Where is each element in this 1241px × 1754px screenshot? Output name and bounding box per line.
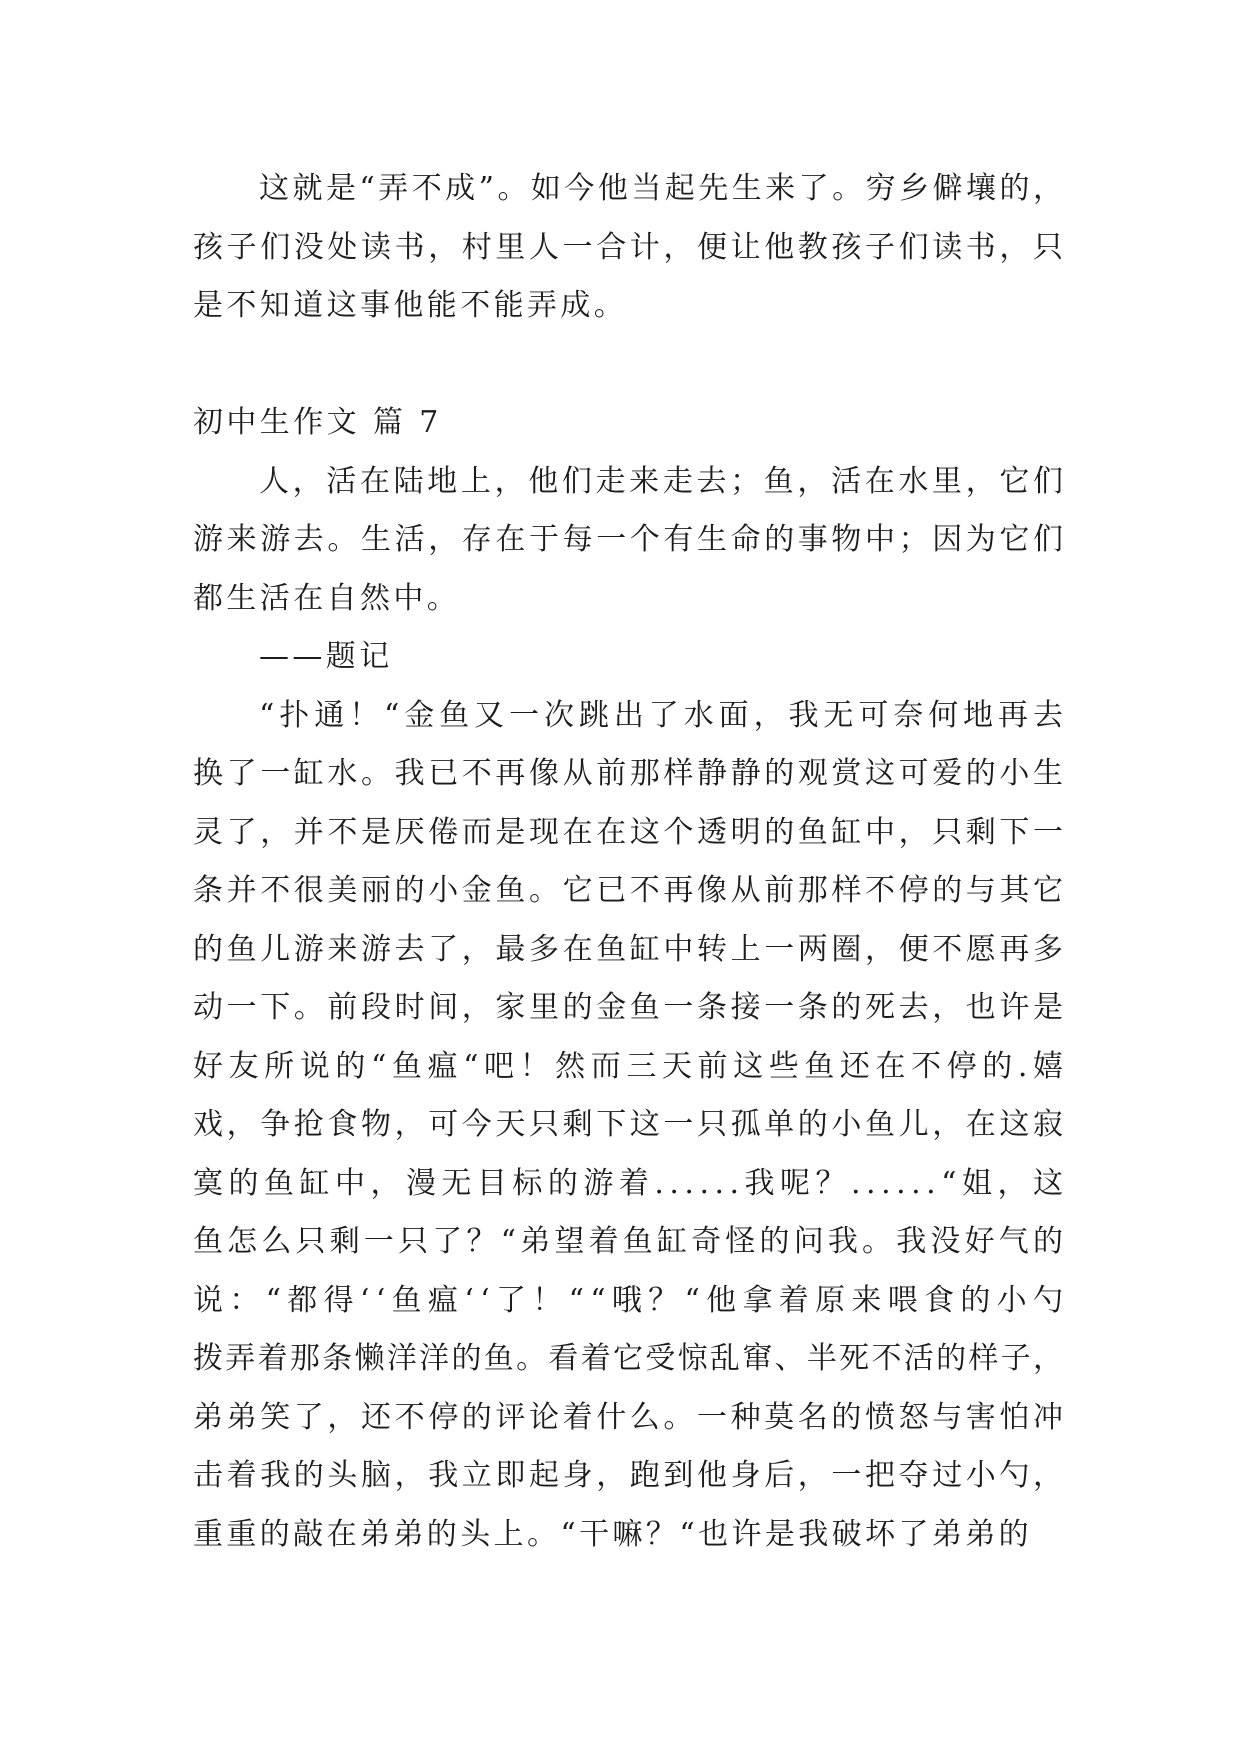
text-line: 好友所说的“鱼瘟“吧！然而三天前这些鱼还在不停的.嬉 (193, 1048, 1069, 1084)
text-line: 换了一缸水。我已不再像从前那样静静的观赏这可爱的小生 (193, 756, 1067, 791)
text-line: 人，活在陆地上，他们走来走去；鱼，活在水里，它们 (259, 463, 1067, 499)
epigraph-attribution: ——题记 (259, 639, 393, 674)
text-line: 游来游去。生活，存在于每一个有生命的事物中；因为它们 (193, 522, 1067, 557)
text-line: 是不知道这事他能不能弄成。 (193, 288, 628, 323)
section-heading: 初中生作文 篇 7 (193, 405, 442, 440)
text-line: 这就是“弄不成”。如今他当起先生来了。穷乡僻壤的， (259, 171, 1067, 206)
text-line: 都生活在自然中。 (193, 580, 461, 616)
paragraph (193, 160, 1067, 336)
text-line: “扑通！“金鱼又一次跳出了水面，我无可奈何地再去 (259, 697, 1068, 733)
text-line: 条并不很美丽的小金鱼。它已不再像从前那样不停的与其它 (193, 873, 1067, 908)
text-line: 灵了，并不是厌倦而是现在在这个透明的鱼缸中，只剩下一 (193, 814, 1067, 850)
text-line: 重重的敲在弟弟的头上。“干嘛？“也许是我破坏了弟弟的 (193, 1516, 1033, 1552)
text-line: 戏，争抢食物，可今天只剩下这一只孤单的小鱼儿，在这寂 (193, 1107, 1067, 1142)
text-line: 动一下。前段时间，家里的金鱼一条接一条的死去，也许是 (193, 990, 1067, 1025)
text-line: 鱼怎么只剩一只了？“弟望着鱼缸奇怪的问我。我没好气的 (193, 1224, 1068, 1259)
text-line: 弟弟笑了，还不停的评论着什么。一种莫名的愤怒与害怕冲 (193, 1399, 1067, 1435)
text-line: 的鱼儿游来游去了，最多在鱼缸中转上一两圈，便不愿再多 (193, 931, 1067, 967)
paragraph (193, 687, 1070, 1565)
text-line: 孩子们没处读书，村里人一合计，便让他教孩子们读书，只 (193, 229, 1067, 265)
text-line: 击着我的头脑，我立即起身，跑到他身后，一把夺过小勺， (193, 1458, 1067, 1493)
document-body (193, 160, 1070, 1564)
text-line: 说：“都得‘‘鱼瘟‘‘了！““哦？“他拿着原来喂食的小勺 (193, 1282, 1070, 1318)
epigraph (193, 453, 1067, 629)
text-line: 拨弄着那条懒洋洋的鱼。看着它受惊乱窜、半死不活的样子， (193, 1341, 1066, 1376)
text-line: 寞的鱼缸中，漫无目标的游着......我呢？......“姐，这 (193, 1165, 1069, 1201)
